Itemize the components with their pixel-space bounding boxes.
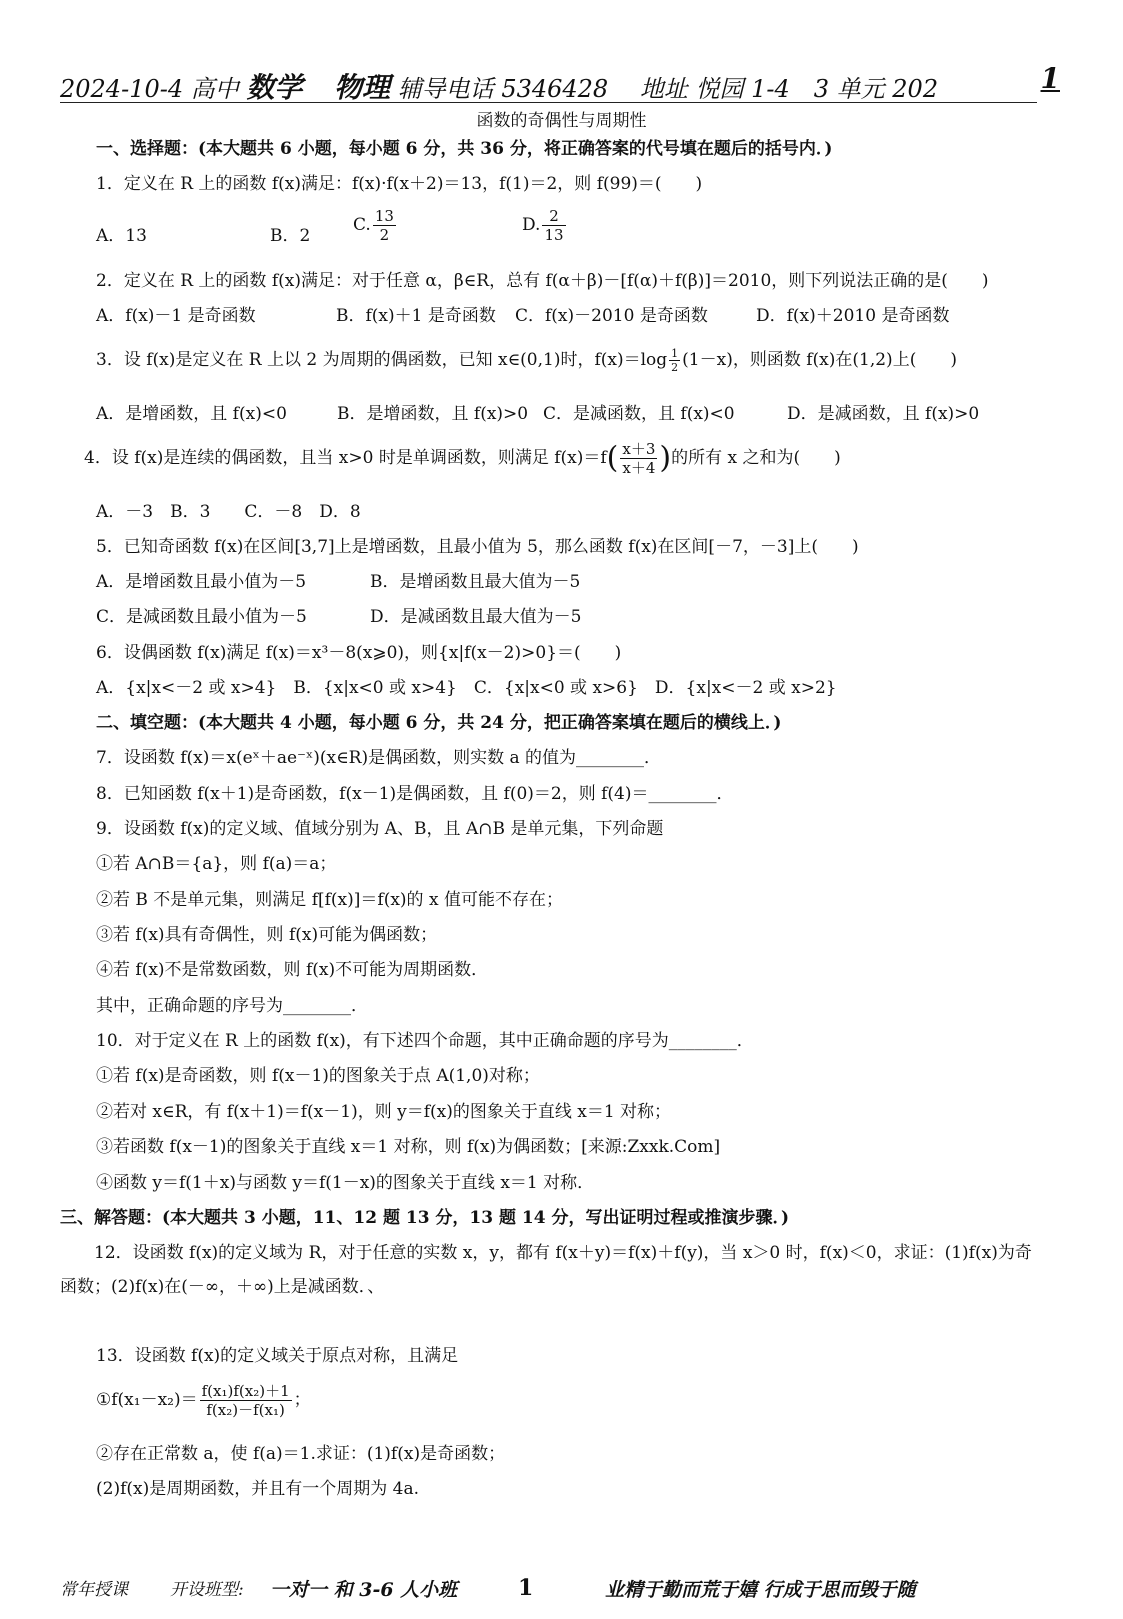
question-10-statement-2: ②若对 x∈R，有 f(x＋1)＝f(x－1)，则 y＝f(x)的图象关于直线 x＝1 对称； <box>96 1102 672 1122</box>
fraction: $\frac{13}{2}$ <box>374 207 394 244</box>
question-5-option-d: D．是减函数且最大值为－5 <box>370 607 582 627</box>
question-13-condition-1: ①f(x₁－x₂)＝ $\frac{\text{f(x₁)f(x₂)＋1}}{\text{f(x₂)－f(x₁)}}$ ； <box>96 1382 311 1419</box>
question-9-statement-4: ④若 f(x)不是常数函数，则 f(x)不可能为周期函数． <box>96 960 489 980</box>
question-1-option-d: D. $\frac{2}{13}$ <box>522 207 564 244</box>
fraction: $\frac{x+3}{x+4}$ <box>622 440 656 477</box>
question-12: 12．设函数 f(x)的定义域为 R，对于任意的实数 x，y，都有 f(x＋y)＝f(x)＋f(y)，当 x＞0 时，f(x)＜0，求证：(1)f(x)为奇函数；(2)f(x)在(－∞，＋∞)上是减函数．、 <box>60 1243 1032 1297</box>
page-title: 函数的奇偶性与周期性 <box>476 111 647 131</box>
question-5-option-a: A．是增函数且最小值为－5 <box>96 572 307 592</box>
question-1-stem: 1．定义在 R 上的函数 f(x)满足：f(x)·f(x＋2)＝13，f(1)＝2，则 f(99)＝( ) <box>96 174 703 194</box>
fraction: $\frac{2}{13}$ <box>544 207 564 244</box>
question-2-option-c: C．f(x)－2010 是奇函数 <box>515 306 708 326</box>
header-address: 地址 悦园 1-4 3 单元 202 <box>639 75 939 103</box>
log-base-fraction: $\frac{1}{2}$ <box>671 347 679 374</box>
question-10-statement-4: ④函数 y＝f(1＋x)与函数 y＝f(1－x)的图象关于直线 x＝1 对称． <box>96 1173 595 1193</box>
question-7: 7．设函数 f(x)＝x(eˣ＋ae⁻ˣ)(x∈R)是偶函数，则实数 a 的值为________． <box>96 748 662 768</box>
page-footer <box>60 1575 1060 1611</box>
page-header <box>60 62 1060 106</box>
question-13-condition-2: ②存在正常数 a，使 f(a)＝1.求证：(1)f(x)是奇函数； <box>96 1444 506 1464</box>
question-8: 8．已知函数 f(x＋1)是奇函数，f(x－1)是偶函数，且 f(0)＝2，则 f(4)＝________． <box>96 784 734 804</box>
question-13-condition-3: (2)f(x)是周期函数，并且有一个周期为 4a. <box>96 1479 419 1499</box>
question-6-options: A．{x|x<－2 或 x>4} B．{x|x<0 或 x>4} C．{x|x<0 或 x>6} D．{x|x<－2 或 x>2} <box>96 678 837 698</box>
question-3-stem: 3．设 f(x)是定义在 R 上以 2 为周期的偶函数，已知 x∈(0,1)时，f(x)＝log $\frac{1}{2}$ (1－x)，则函数 f(x)在(1,2)上( ) <box>96 347 957 374</box>
header-page-number: 1 <box>1040 62 1060 95</box>
question-4-stem: 4．设 f(x)是连续的偶函数，且当 x>0 时是单调函数，则满足 f(x)＝f( $\frac{x+3}{x+4}$ )的所有 x 之和为( ) <box>84 440 841 477</box>
question-9-tail: 其中，正确命题的序号为________． <box>96 996 368 1016</box>
question-2-option-d: D．f(x)＋2010 是奇函数 <box>756 306 950 326</box>
question-9-statement-2: ②若 B 不是单元集，则满足 f[f(x)]＝f(x)的 x 值可能不存在； <box>96 890 563 910</box>
section-3-heading: 三、解答题：(本大题共 3 小题，11、12 题 13 分，13 题 14 分，写出证明过程或推演步骤．) <box>60 1208 790 1228</box>
question-6-stem: 6．设偶函数 f(x)满足 f(x)＝x³－8(x⩾0)，则{x|f(x－2)>0}＝( ) <box>96 643 622 663</box>
section-2-heading: 二、填空题：(本大题共 4 小题，每小题 6 分，共 24 分，把正确答案填在题后的横线上．) <box>96 713 782 733</box>
question-5-stem: 5．已知奇函数 f(x)在区间[3,7]上是增函数，且最小值为 5，那么函数 f(x)在区间[－7，－3]上( ) <box>96 537 859 557</box>
question-3-option-c: C．是减函数，且 f(x)<0 <box>543 404 735 424</box>
question-1-option-c: C. $\frac{13}{2}$ <box>353 207 394 244</box>
header-phone: 辅导电话 5346428 <box>397 75 609 103</box>
question-9-stem: 9．设函数 f(x)的定义域、值域分别为 A、B，且 A∩B 是单元集，下列命题 <box>96 819 664 839</box>
question-2-option-a: A．f(x)－1 是奇函数 <box>96 306 256 326</box>
question-5-option-c: C．是减函数且最小值为－5 <box>96 607 307 627</box>
question-3-option-a: A．是增函数，且 f(x)<0 <box>96 404 287 424</box>
fraction: $\frac{\text{f(x₁)f(x₂)＋1}}{\text{f(x₂)－f(x₁)}}$ <box>201 1382 290 1419</box>
header-line <box>60 66 938 106</box>
question-2-stem: 2．定义在 R 上的函数 f(x)满足：对于任意 α，β∈R，总有 f(α＋β)－[f(α)＋f(β)]＝2010，则下列说法正确的是( ) <box>96 271 989 291</box>
footer-class-types: 一对一 和 3-6 人小班 <box>270 1579 458 1601</box>
question-4-options: A．－3 B．3 C．－8 D．8 <box>96 502 361 522</box>
question-3-option-d: D．是减函数，且 f(x)>0 <box>787 404 980 424</box>
header-rule <box>60 102 1037 103</box>
header-date: 2024-10-4 高中 <box>60 75 239 103</box>
question-1-option-a: A．13 <box>96 226 147 246</box>
footer-year-round: 常年授课 <box>60 1580 128 1600</box>
question-5-option-b: B．是增函数且最大值为－5 <box>370 572 581 592</box>
question-1-option-b: B．2 <box>270 226 311 246</box>
header-subject-physics: 物理 <box>334 71 391 104</box>
footer-motto: 业精于勤而荒于嬉 行成于思而毁于随 <box>605 1579 916 1601</box>
question-10-statement-3: ③若函数 f(x－1)的图象关于直线 x＝1 对称，则 f(x)为偶函数；[来源:Zxxk.Com] <box>96 1137 721 1157</box>
question-10-statement-1: ①若 f(x)是奇函数，则 f(x－1)的图象关于点 A(1,0)对称； <box>96 1066 540 1086</box>
question-9-statement-1: ①若 A∩B＝{a}，则 f(a)＝a； <box>96 854 337 874</box>
question-13-stem: 13．设函数 f(x)的定义域关于原点对称，且满足 <box>96 1346 459 1366</box>
question-9-statement-3: ③若 f(x)具有奇偶性，则 f(x)可能为偶函数； <box>96 925 438 945</box>
question-10-stem: 10．对于定义在 R 上的函数 f(x)，有下述四个命题，其中正确命题的序号为________． <box>96 1031 754 1051</box>
question-3-option-b: B．是增函数，且 f(x)>0 <box>337 404 529 424</box>
header-subject-math: 数学 <box>246 71 303 104</box>
question-2-option-b: B．f(x)＋1 是奇函数 <box>336 306 496 326</box>
footer-page-number: 1 <box>518 1575 534 1601</box>
section-1-heading: 一、选择题：(本大题共 6 小题，每小题 6 分，共 36 分，将正确答案的代号填在题后的括号内．) <box>96 139 833 159</box>
footer-class-type-label: 开设班型: <box>170 1580 244 1600</box>
